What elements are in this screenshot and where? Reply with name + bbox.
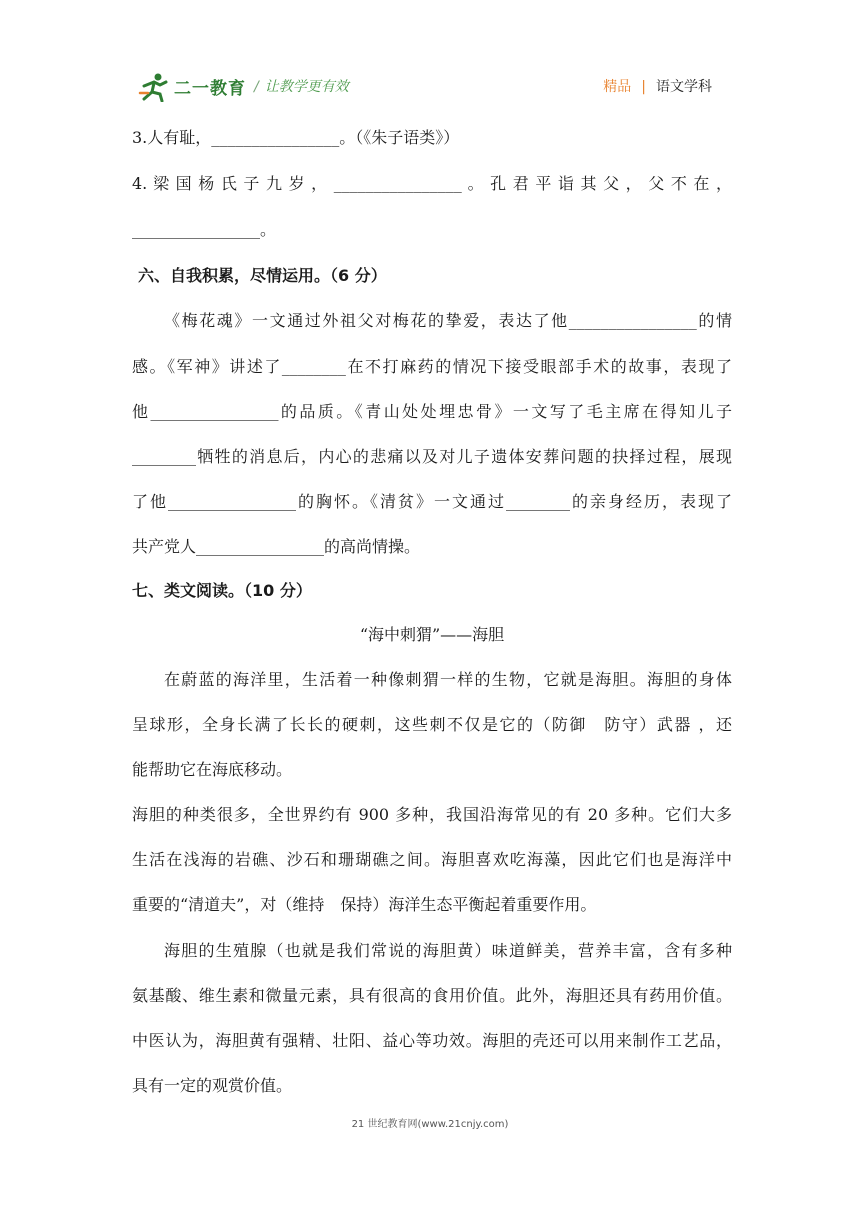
header-divider: | — [641, 79, 646, 95]
section-6-para-line: 感。《军神》讲述了________在不打麻药的情况下接受眼部手术的故事，表现了 — [132, 357, 732, 376]
article-line: 氨基酸、维生素和微量元素，具有很高的食用价值。此外，海胆还具有药用价值。 — [132, 986, 732, 1005]
section-6-para-line: 共产党人________________的高尚情操。 — [132, 537, 421, 556]
page-footer: 21 世纪教育网(www.21cnjy.com) — [351, 1119, 509, 1130]
article-line: 在蔚蓝的海洋里，生活着一种像刺猬一样的生物，它就是海胆。海胆的身体 — [164, 670, 732, 689]
section-6-para-line: 《梅花魂》一文通过外祖父对梅花的挚爱，表达了他________________的情 — [164, 311, 732, 330]
runner-logo-icon — [138, 72, 172, 102]
question-4: 4. 梁 国 杨 氏 子 九 岁 ， ________________ 。 孔 君 平 诣 其 父 ， 父 不 在 ， — [132, 174, 732, 193]
subject-label: 语文学科 — [656, 79, 712, 95]
brand-name: 二一教育 — [174, 79, 246, 99]
article-line: 生活在浅海的岩礁、沙石和珊瑚礁之间。海胆喜欢吃海藻，因此它们也是海洋中 — [132, 850, 732, 869]
section-6-para-line: 他________________的品质。《青山处处埋忠骨》一文写了毛主席在得知儿子 — [132, 402, 732, 421]
quality-label: 精品 — [603, 79, 632, 95]
section-6-para-line: 了他________________的胸怀。《清贫》一文通过________的亲身经历，表现了 — [132, 492, 732, 511]
article-line: 海胆的生殖腺（也就是我们常说的海胆黄）味道鲜美，营养丰富，含有多种 — [164, 941, 732, 960]
question-4-continued: ________________。 — [132, 220, 277, 239]
slogan-text: 让教学更有效 — [264, 79, 349, 95]
question-3: 3.人有耻，________________。（《朱子语类》） — [132, 128, 460, 147]
article-line: 呈球形，全身长满了长长的硬刺，这些刺不仅是它的（防御 防守）武器 ，还 — [132, 715, 732, 734]
article-title: “海中刺猬”——海胆 — [359, 625, 505, 644]
article-line: 具有一定的观赏价值。 — [132, 1076, 293, 1095]
section-7-heading: 七、类文阅读。（10 分） — [132, 581, 312, 600]
section-6-para-line: ________牺牲的消息后，内心的悲痛以及对儿子遗体安葬问题的抉择过程，展现 — [132, 447, 732, 466]
page-header — [138, 70, 728, 106]
header-right — [603, 76, 712, 96]
article-line: 能帮助它在海底移动。 — [132, 760, 293, 779]
slogan: / 让教学更有效 — [254, 79, 349, 95]
section-6-heading: 六、自我积累，尽情运用。（6 分） — [138, 266, 387, 285]
article-line: 海胆的种类很多，全世界约有 900 多种，我国沿海常见的有 20 多种。它们大多 — [132, 805, 732, 824]
article-line: 重要的“清道夫”，对（维持 保持）海洋生态平衡起着重要作用。 — [132, 895, 597, 914]
article-line: 中医认为，海胆黄有强精、壮阳、益心等功效。海胆的壳还可以用来制作工艺品， — [132, 1031, 732, 1050]
